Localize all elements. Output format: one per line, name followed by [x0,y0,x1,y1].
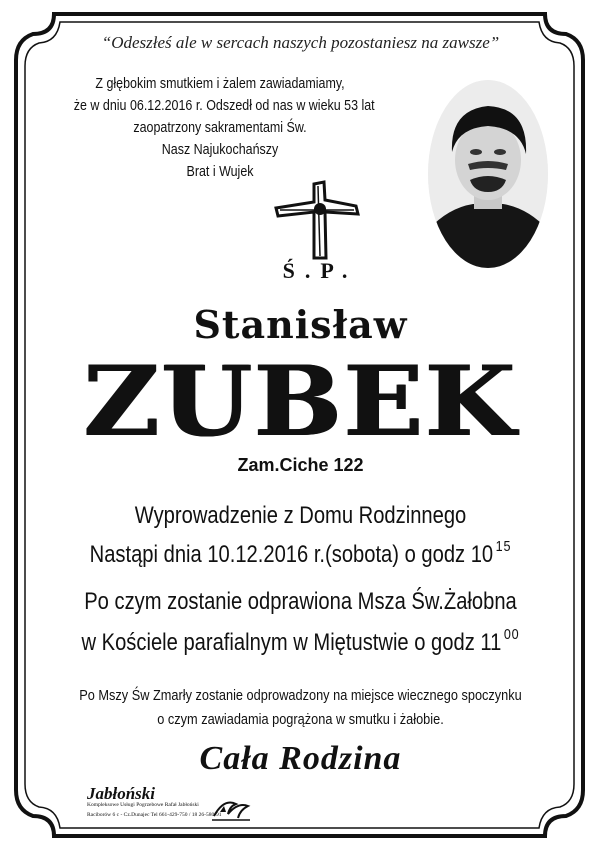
ceremony-line [73,538,527,569]
deceased-first-name: Stanisław [193,302,408,347]
announcement-intro [73,73,375,183]
ceremony-time-minutes: 15 [495,538,512,555]
ceremony-line: Po czym zostanie odprawiona Msza Św.Żałobna [84,588,517,615]
burial-notice-line: Po Mszy Św Zmarły zostanie odprowadzony na miejsce wiecznego spoczynku [79,688,522,704]
burial-notice [71,684,529,732]
ceremony-date-text: Nastąpi dnia 10.12.2016 r.(sobota) o godz 10 [89,541,494,568]
funeral-home-logo-icon [210,794,252,822]
funeral-home-name: Jabłoński [87,784,156,803]
memorial-quote: “Odeszłeś ale w sercach naszych pozostaniesz na zawsze” [101,33,500,52]
funeral-home-description: Kompleksowe Usługi Pogrzebowe Rafał Jabłoński [87,802,199,808]
intro-line: Nasz Najukochańszy [161,142,279,158]
sp-initials: Ś.P. [282,258,358,283]
intro-line: zaopatrzony sakramentami Św. [133,120,307,136]
deceased-surname: ZUBEK [83,345,518,458]
intro-line: Z głębokim smutkiem i żalem zawiadamiamy, [95,76,345,92]
family-signature: Cała Rodzina [199,740,402,777]
deceased-address: Zam.Ciche 122 [237,455,364,475]
mass-location-text: w Kościele parafialnym w Miętustwie o godz 11 [81,629,502,656]
deceased-photo [428,80,548,268]
intro-line: że w dniu 06.12.2016 r. Odszedł od nas w wieku 53 lat [73,98,375,114]
intro-line: Brat i Wujek [186,164,254,180]
ceremony-line: Wyprowadzenie z Domu Rodzinnego [134,502,467,529]
mass-time-minutes: 00 [503,626,520,643]
burial-notice-line: o czym zawiadamia pogrążona w smutku i żałobie. [157,712,444,728]
ceremony-line [73,626,527,657]
funeral-home-address: Raciborów 6 c - Cz.Dunajec Tel 661-429-750 / 18 26-580-91 [87,812,222,818]
